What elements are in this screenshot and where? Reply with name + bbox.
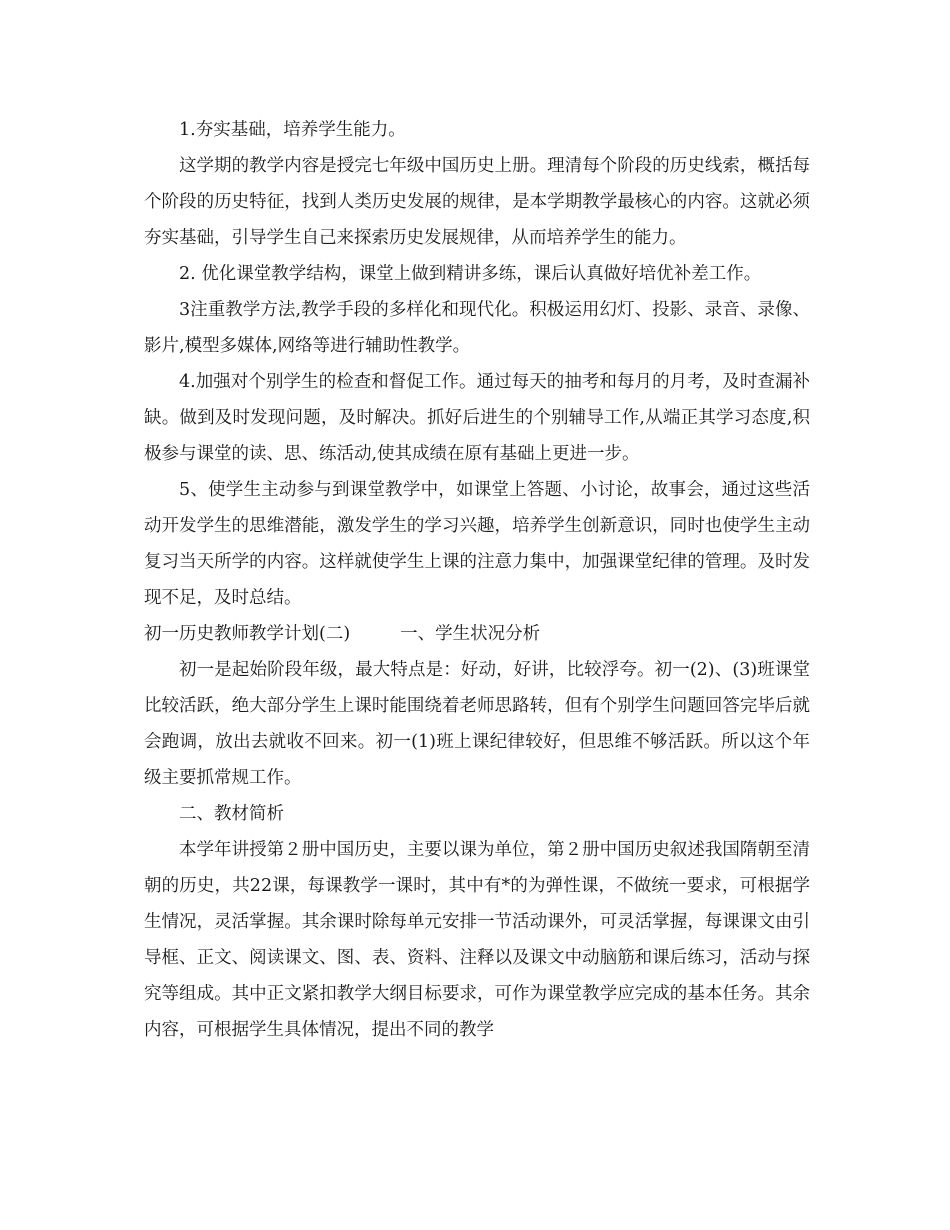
paragraph-4: 3注重教学方法,教学手段的多样化和现代化。积极运用幻灯、投影、录音、录像、影片,模型多媒体,网络等进行辅助性教学。 (144, 300, 810, 356)
paragraph-8: 本学年讲授第２册中国历史，主要以课为单位，第２册中国历史叙述我国隋朝至清朝的历史，共22课，每课教学一课时，其中有*的为弹性课，不做统一要求，可根据学生情况，灵活掌握。其余课时除每单元安排一节活动课外，可灵活掌握，每课课文由引导框、正文、阅读课文、图、表、资料、注释以及课文中动脑筋和课后练习，活动与探究等组成。其中正文紧扣教学大纲目标要求，可作为课堂教学应完成的基本任务。其余内容，可根据学生具体情况，提出不同的教学 (144, 840, 810, 1040)
subheading-textbook-analysis: 二、教材简析 (179, 804, 284, 824)
section-subtitle: 一、学生状况分析 (400, 624, 541, 644)
paragraph-1: 1.夯实基础，培养学生能力。 (179, 120, 406, 140)
paragraph-2: 这学期的教学内容是授完七年级中国历史上册。理清每个阶段的历史线索，概括每个阶段的历史特征，找到人类历史发展的规律，是本学期教学最核心的内容。这就必须夯实基础，引导学生自己来探索历史发展规律，从而培养学生的能力。 (144, 156, 810, 248)
section-title: 初一历史教师教学计划(二) (144, 624, 351, 644)
paragraph-3: 2. 优化课堂教学结构，课堂上做到精讲多练，课后认真做好培优补差工作。 (179, 264, 762, 284)
paragraph-5: 4.加强对个别学生的检查和督促工作。通过每天的抽考和每月的月考，及时查漏补缺。做到及时发现问题，及时解决。抓好后进生的个别辅导工作,从端正其学习态度,积极参与课堂的读、思、练活动,使其成绩在原有基础上更进一步。 (144, 372, 810, 464)
document-body (144, 112, 810, 1048)
section-heading (144, 616, 810, 652)
paragraph-6: 5、使学生主动参与到课堂教学中，如课堂上答题、小讨论，故事会，通过这些活动开发学生的思维潜能，激发学生的学习兴趣，培养学生创新意识，同时也使学生主动复习当天所学的内容。这样就使学生上课的注意力集中，加强课堂纪律的管理。及时发现不足，及时总结。 (144, 480, 810, 608)
paragraph-7: 初一是起始阶段年级，最大特点是：好动，好讲，比较浮夸。初一(2)、(3)班课堂比较活跃，绝大部分学生上课时能围绕着老师思路转，但有个别学生问题回答完毕后就会跑调，放出去就收不回来。初一(1)班上课纪律较好，但思维不够活跃。所以这个年级主要抓常规工作。 (144, 660, 810, 788)
